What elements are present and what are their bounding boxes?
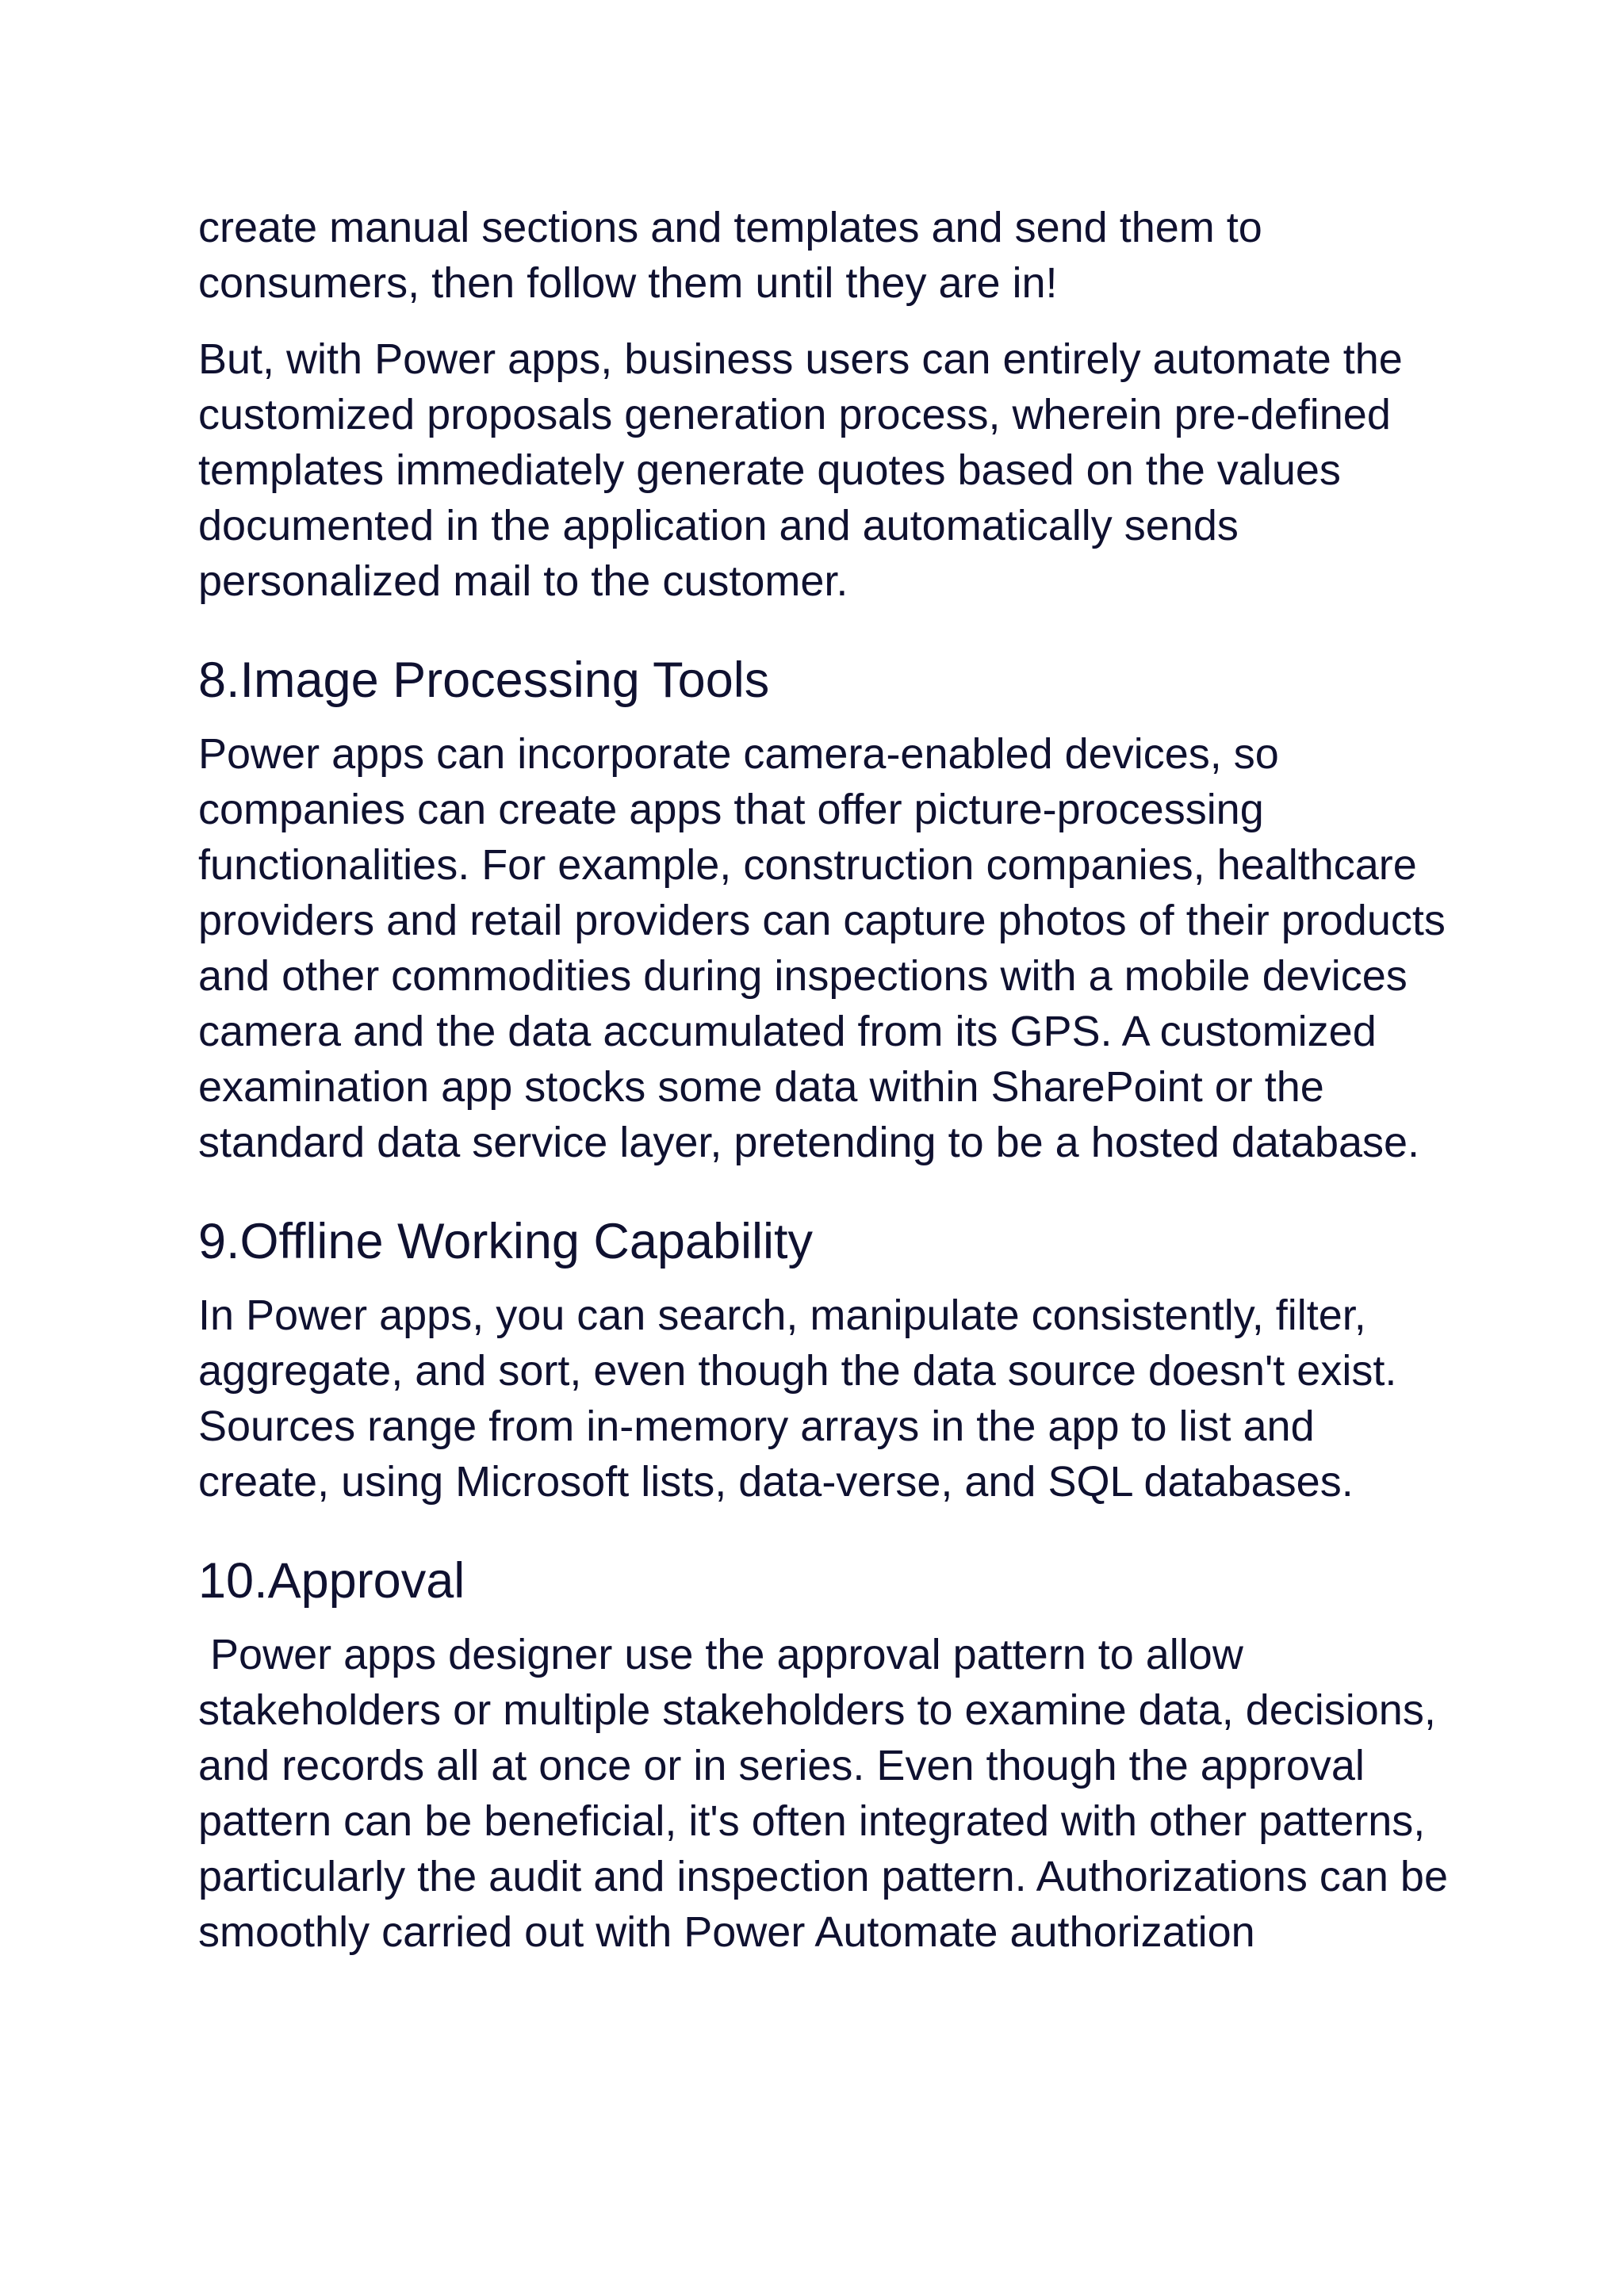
intro-paragraph-continuation: create manual sections and templates and send them to consumers, then follow them until they are in!	[198, 204, 1262, 307]
document-content	[198, 200, 1451, 1960]
section-body: Power apps designer use the approval pattern to allow stakeholders or multiple stakeholders to examine data, decisions, and records all at once or in series. Even though the approval pattern can be beneficial, it's often integrated with other patterns, particularly the audit and inspection pattern. Authorizations can be smoothly carried out with Power Automate authorization	[198, 1631, 1448, 1956]
section-heading: 9.Offline Working Capability	[198, 1214, 814, 1269]
section-heading: 10.Approval	[198, 1553, 465, 1609]
section-approval	[198, 1549, 1451, 1960]
section-body: Power apps can incorporate camera-enabled devices, so companies can create apps that offer picture-processing functionalities. For example, construction companies, healthcare providers and retail providers can capture photos of their products and other commodities during inspections with a mobile devices camera and the data accumulated from its GPS. A customized examination app stocks some data within SharePoint or the standard data service layer, pretending to be a hosted database.	[198, 730, 1446, 1166]
section-heading: 8.Image Processing Tools	[198, 652, 770, 708]
section-body: In Power apps, you can search, manipulate consistently, filter, aggregate, and sort, even though the data source doesn't exist. Sources range from in-memory arrays in the app to list and create, using Microsoft lists, data-verse, and SQL databases.	[198, 1292, 1397, 1506]
section-image-processing	[198, 649, 1451, 1170]
section-offline-working	[198, 1210, 1451, 1510]
intro-paragraph-power-apps: But, with Power apps, business users can entirely automate the customized proposals generation process, wherein pre-defined templates immediately generate quotes based on the values documented in the application and automatically sends personalized mail to the customer.	[198, 335, 1403, 605]
